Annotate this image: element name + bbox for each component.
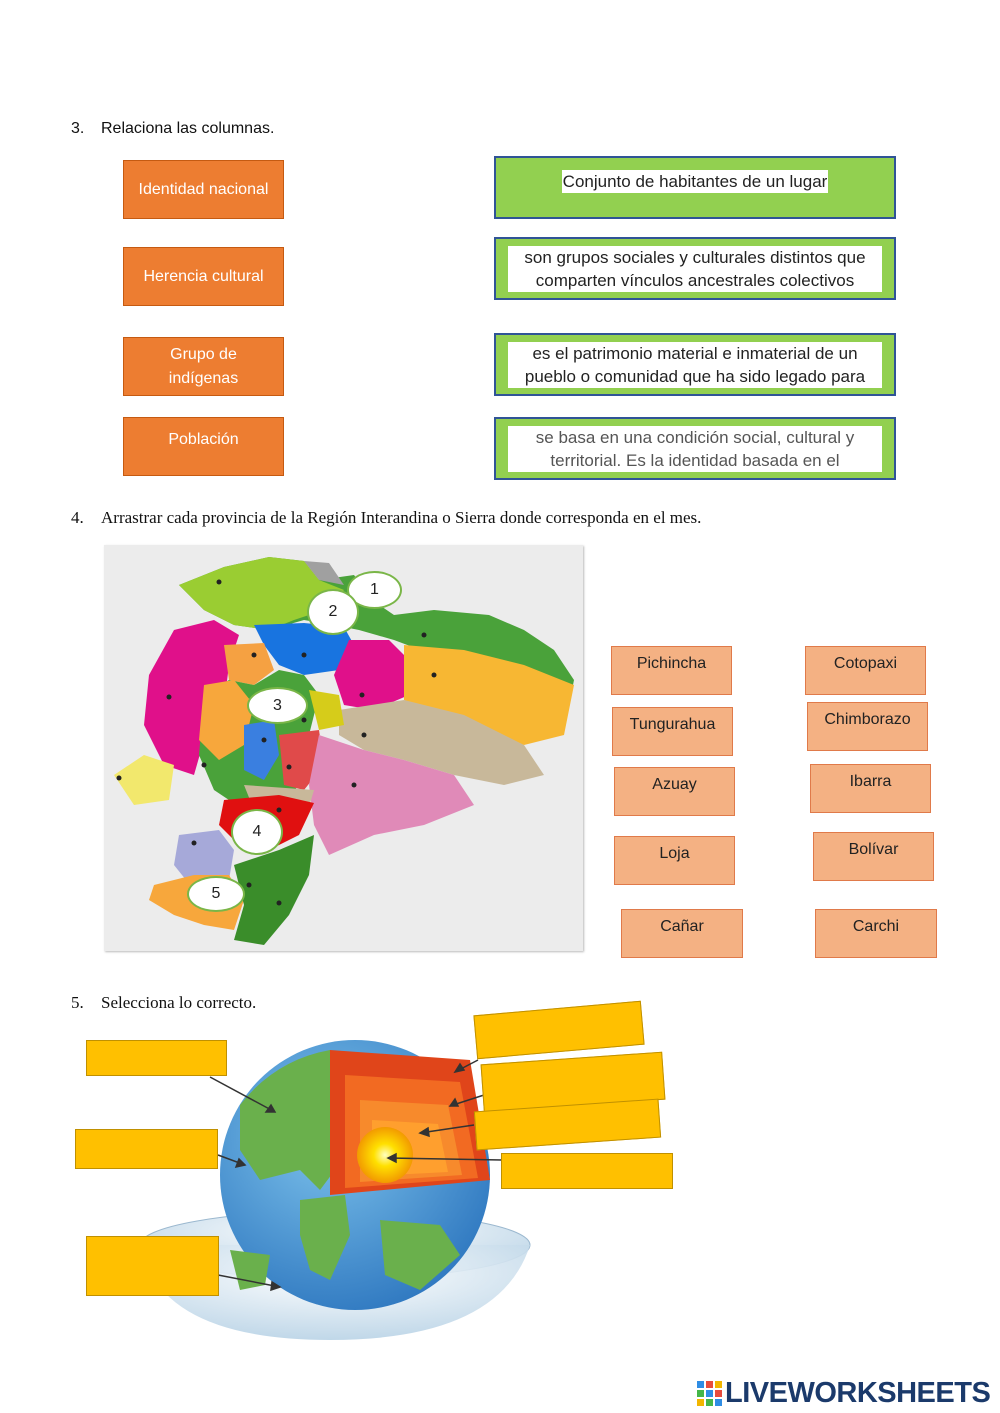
province-carchi[interactable]: Carchi — [815, 909, 937, 958]
map-region — [114, 755, 174, 805]
liveworksheets-logo — [697, 1377, 990, 1410]
definition-box-1[interactable]: Conjunto de habitantes de un lugar — [494, 156, 896, 219]
term-box-1[interactable]: Identidad nacional — [123, 160, 284, 219]
inner-core — [357, 1127, 413, 1183]
term-box-4[interactable]: Población — [123, 417, 284, 476]
definition-box-3[interactable]: es el patrimonio material e inmaterial de un pueblo o comunidad que ha sido legado para — [494, 333, 896, 396]
province-pichincha[interactable]: Pichincha — [611, 646, 732, 695]
province-chimborazo[interactable]: Chimborazo — [807, 702, 928, 751]
answer-box-left-1[interactable] — [86, 1040, 227, 1076]
province-loja[interactable]: Loja — [614, 836, 735, 885]
answer-box-left-3[interactable] — [86, 1236, 219, 1296]
map-label-1: 1 — [347, 571, 402, 609]
definition-box-4[interactable]: se basa en una condición social, cultural y territorial. Es la identidad basada en el — [494, 417, 896, 480]
continent — [240, 1050, 335, 1190]
definition-box-2[interactable]: son grupos sociales y culturales distintos que comparten vínculos ancestrales colectivos — [494, 237, 896, 300]
q5-title: 5. Selecciona lo correcto. — [71, 993, 257, 1012]
answer-box-left-2[interactable] — [75, 1129, 218, 1169]
province-canar[interactable]: Cañar — [621, 909, 743, 958]
logo-icon — [697, 1381, 723, 1407]
map-label-4: 4 — [231, 809, 283, 855]
map-label-3: 3 — [247, 687, 308, 724]
q4-title: 4. Arrastrar cada provincia de la Región Interandina o Sierra donde corresponda en el mes. — [71, 508, 702, 527]
logo-text: LIVEWORKSHEETS — [725, 1377, 991, 1409]
map-region — [309, 690, 344, 730]
province-ibarra[interactable]: Ibarra — [810, 764, 931, 813]
answer-box-right-4[interactable] — [501, 1153, 673, 1189]
map-region — [334, 640, 414, 710]
map-label-5: 5 — [187, 876, 245, 912]
q3-title: 3. Relaciona las columnas. — [71, 120, 275, 137]
province-bolivar[interactable]: Bolívar — [813, 832, 934, 881]
map-label-2: 2 — [307, 589, 359, 635]
term-box-3[interactable]: Grupo de indígenas — [123, 337, 284, 396]
term-box-2[interactable]: Herencia cultural — [123, 247, 284, 306]
province-tungurahua[interactable]: Tungurahua — [612, 707, 733, 756]
province-cotopaxi[interactable]: Cotopaxi — [805, 646, 926, 695]
province-azuay[interactable]: Azuay — [614, 767, 735, 816]
